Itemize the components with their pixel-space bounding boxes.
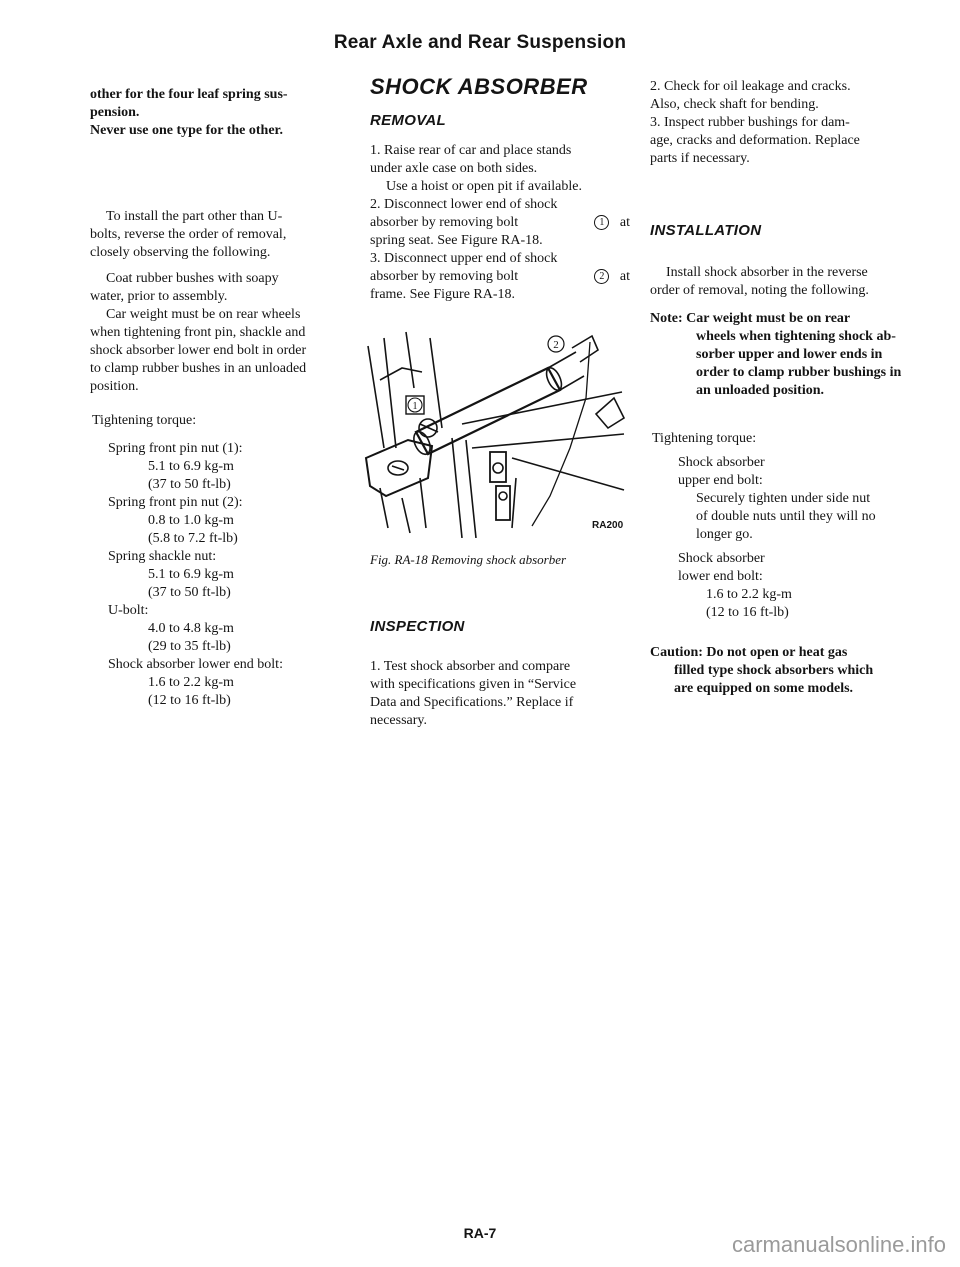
torque-label: U-bolt: [108,603,149,618]
inspection-step-1 [370,658,628,730]
coat-paragraph [90,270,340,306]
removal-heading: REMOVAL [370,112,446,129]
text-line: Install shock absorber in the reverse [666,265,868,280]
caution-line: Caution: Do not open or heat gas [650,645,848,660]
weight-paragraph [90,306,340,396]
torque-value: 5.1 to 6.9 kg-m [148,459,234,474]
callout-ref [594,268,630,286]
torque-label: Shock absorber [678,455,765,470]
callout-ref [594,214,630,232]
text-line: to clamp rubber bushes in an unloaded [90,361,307,376]
torque-value: (12 to 16 ft-lb) [148,693,231,708]
text-line: 1. Raise rear of car and place stands [370,143,572,158]
torque-label: upper end bolt: [678,473,763,488]
installation-paragraph [650,264,912,300]
torque-title: Tightening torque: [92,413,197,428]
text-line: frame. See Figure RA-18. [370,287,516,302]
torque-value: (29 to 35 ft-lb) [148,639,231,654]
installation-heading: INSTALLATION [650,222,762,239]
torque-value: (5.8 to 7.2 ft-lb) [148,531,238,546]
callout-circle: 1 [594,215,609,230]
torque-title: Tightening torque: [652,431,757,446]
caution-line: filled type shock absorbers which [674,663,874,678]
removal-step-2 [370,196,630,250]
text-line: spring seat. See Figure RA-18. [370,233,543,248]
page-header: Rear Axle and Rear Suspension [333,32,627,53]
torque-label: Spring front pin nut (2): [108,495,243,510]
figure-caption: Fig. RA-18 Removing shock absorber [370,552,567,567]
page-number: RA-7 [463,1225,497,1241]
torque-label: lower end bolt: [678,569,763,584]
install-paragraph [90,208,340,262]
text-line: Car weight must be on rear wheels [106,307,301,322]
torque-value: of double nuts until they will no [696,509,876,524]
text-line: To install the part other than U- [106,209,283,224]
text-line: water, prior to assembly. [90,289,228,304]
text-line: age, cracks and deformation. Replace [650,133,860,148]
torque-label: Shock absorber [678,551,765,566]
text-line: order of removal, noting the following. [650,283,869,298]
note-line: an unloaded position. [696,383,824,398]
torque-label: Spring shackle nut: [108,549,217,564]
column-middle [370,74,630,304]
watermark: carmanualsonline.info [731,1232,946,1257]
torque-value: 0.8 to 1.0 kg-m [148,513,234,528]
figure-code: RA200 [592,520,624,531]
text-line: 3. Disconnect upper end of shock [370,251,558,266]
torque-list [650,454,912,622]
section-title: SHOCK ABSORBER [370,74,588,99]
note-line: wheels when tightening shock ab- [696,329,896,344]
inspection-step-3 [650,114,912,168]
text-fragment: absorber by removing bolt [370,215,519,230]
text-line: parts if necessary. [650,151,750,166]
callout-circle: 2 [594,269,609,284]
torque-value: (37 to 50 ft-lb) [148,477,231,492]
removal-step-1 [370,142,630,196]
text-fragment: at [619,215,630,230]
torque-value: 4.0 to 4.8 kg-m [148,621,234,636]
column-left [90,86,340,710]
caution-block [650,644,912,698]
text-line: 1. Test shock absorber and compare [370,659,571,674]
text-line: with specifications given in “Service [370,677,577,692]
text-line [370,268,630,286]
callout-2 [548,336,564,352]
note-line: pension. [90,105,140,120]
shock-absorber-illustration [362,328,632,538]
text-line: Use a hoist or open pit if available. [386,179,582,194]
torque-label: Spring front pin nut (1): [108,441,243,456]
text-line: 2. Check for oil leakage and cracks. [650,79,851,94]
torque-value: 5.1 to 6.9 kg-m [148,567,234,582]
torque-value: 1.6 to 2.2 kg-m [148,675,234,690]
text-line: closely observing the following. [90,245,271,260]
text-line: 3. Inspect rubber bushings for dam- [650,115,850,130]
torque-value: longer go. [696,527,753,542]
text-line: 2. Disconnect lower end of shock [370,197,558,212]
text-fragment: at [619,269,630,284]
inspection-section [370,618,628,730]
text-line: under axle case on both sides. [370,161,538,176]
torque-list [92,440,340,710]
text-line: bolts, reverse the order of removal, [90,227,287,242]
text-fragment: absorber by removing bolt [370,269,519,284]
note-line: sorber upper and lower ends in [696,347,883,362]
text-line: position. [90,379,139,394]
torque-value: (37 to 50 ft-lb) [148,585,231,600]
callout-1 [406,396,424,414]
note-line: order to clamp rubber bushings in [696,365,902,380]
inspection-step-2 [650,78,912,114]
text-line: necessary. [370,713,428,728]
note-line: Never use one type for the other. [90,123,283,138]
installation-note [650,310,912,400]
figure-ra18 [362,328,632,538]
inspection-heading: INSPECTION [370,618,465,635]
torque-value: 1.6 to 2.2 kg-m [706,587,792,602]
text-line [370,214,630,232]
removal-step-3 [370,250,630,304]
note-line: Note: Car weight must be on rear [650,311,851,326]
note-block [90,86,340,140]
torque-label: Shock absorber lower end bolt: [108,657,283,672]
note-line: other for the four leaf spring sus- [90,87,288,102]
torque-value: (12 to 16 ft-lb) [706,605,789,620]
callout-1-label: 1 [412,401,418,412]
text-line: when tightening front pin, shackle and [90,325,306,340]
text-line: Coat rubber bushes with soapy [106,271,279,286]
text-line: Data and Specifications.” Replace if [370,695,574,710]
caution-line: are equipped on some models. [674,681,854,696]
text-line: shock absorber lower end bolt in order [90,343,307,358]
callout-2-label: 2 [553,339,559,351]
column-right [650,78,912,698]
torque-value: Securely tighten under side nut [696,491,871,506]
text-line: Also, check shaft for bending. [650,97,819,112]
